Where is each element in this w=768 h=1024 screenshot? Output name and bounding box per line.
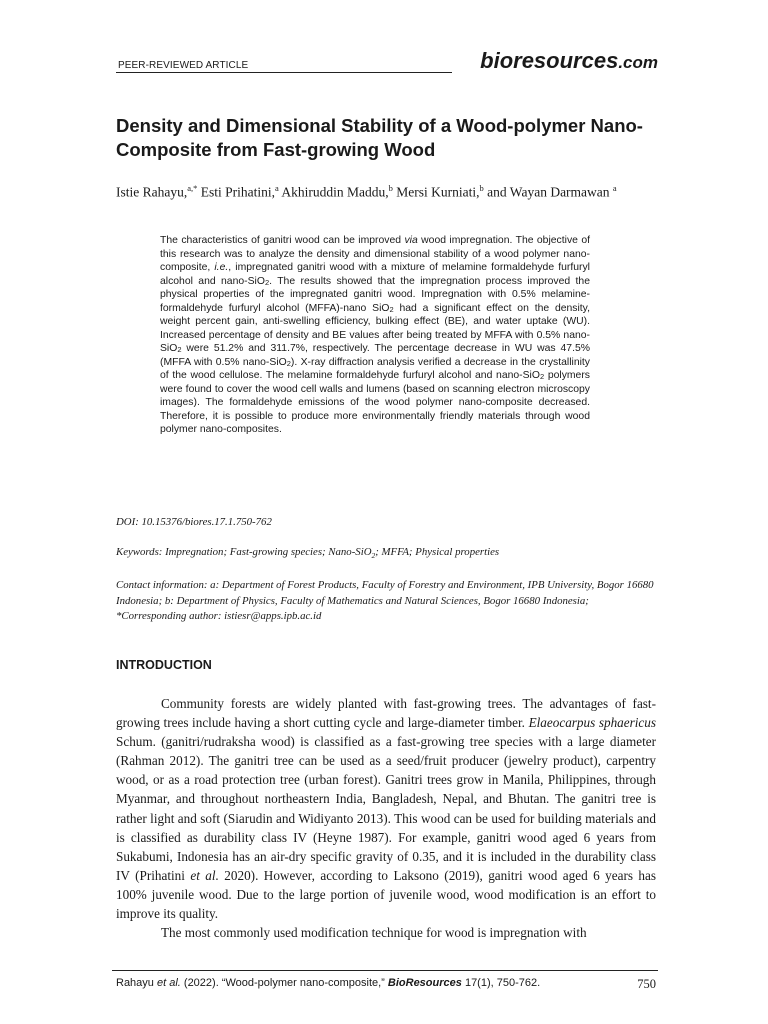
subscript: 2	[286, 358, 291, 368]
paper-title: Density and Dimensional Stability of a Wood-polymer Nano-Composite from Fast-growing Wood	[116, 115, 643, 160]
introduction-body	[116, 694, 656, 942]
abstract-text: ). X-ray diffraction analysis verified a decrease in the crystallinity of the wood cellulose. The melamine formaldehyde furfuryl alcohol and nano-SiO	[160, 356, 590, 381]
footer-text: (2022). “Wood-polymer nano-composite,”	[180, 977, 388, 989]
author-name: and Wayan Darmawan	[483, 184, 613, 200]
subscript: 2	[264, 277, 270, 287]
affiliation-mark: a,*	[187, 183, 198, 193]
author-name: Istie Rahayu,	[116, 184, 188, 200]
abstract-text: . The results showed that the impregnation process improved the physical properties of the impregnated ganitri wood. Impregnation with 0.5% melamine-formaldehyde furfuryl alcohol (MFFA)-nano SiO	[160, 275, 590, 314]
section-heading-introduction: INTRODUCTION	[116, 658, 212, 672]
footer-italic: et al.	[156, 977, 181, 989]
species-name: Elaeocarpus sphaericus	[528, 715, 656, 731]
abstract-italic: i.e.	[214, 262, 229, 273]
keywords	[116, 545, 656, 561]
abstract-text: The characteristics of ganitri wood can be improved	[160, 235, 405, 246]
affiliation-mark: a	[275, 183, 279, 193]
abstract	[160, 234, 590, 437]
affiliation-mark: a	[612, 183, 617, 193]
abstract-text: were 51.2% and 311.7%, respectively. The percentage decrease in WU was 47.5% (MFFA with 0.5% nano-SiO	[160, 343, 590, 368]
author-name: Akhiruddin Maddu,	[278, 184, 389, 200]
doi-text[interactable]: DOI: 10.15376/biores.17.1.750-762	[116, 516, 272, 528]
abstract-text: , impregnated ganitri wood with a mixture of melamine formaldehyde furfuryl alcohol and nano-SiO	[160, 262, 590, 287]
article-type-label: PEER-REVIEWED ARTICLE	[118, 60, 249, 71]
abstract-text: wood impregnation. The objective of this research was to analyze the density and dimensional stability of a wood polymer nano-composite,	[160, 235, 590, 273]
body-text: 2020). However, according to Laksono (2019), ganitri wood aged 6 years has 100% juvenile wood. Due to the large portion of juvenile wood, wood modification is an effort to improve its quality.	[116, 867, 656, 922]
running-header	[112, 46, 658, 78]
subscript: 2	[177, 345, 182, 354]
header-rule	[116, 72, 452, 73]
footer-text: 17(1), 750-762.	[461, 977, 541, 989]
abstract-text: polymers were found to cover the wood cell walls and lumens (based on scanning electron microscopy images). The formaldehyde emissions of the wood polymer nano-composite decreased. Therefore, it is possible to produce more environmentally friendly materials through wood polymer nano-composites.	[160, 370, 590, 435]
footer-text: Rahayu	[116, 977, 157, 989]
brand-tld: .com	[618, 53, 658, 72]
abstract-text: had a significant effect on the density, weight percent gain, anti-swelling efficiency, bulking effect (BE), and water uptake (WU). Increased percentage of density and BE values after being treated by MFFA with 0.5% nano-SiO	[160, 302, 590, 354]
subscript: 2	[389, 304, 394, 314]
paragraph: The most commonly used modification technique for wood is impregnation with	[161, 925, 587, 941]
abstract-italic: via	[404, 235, 418, 246]
journal-name: BioResources	[387, 977, 462, 989]
journal-logo-link[interactable]	[480, 48, 658, 74]
paragraph	[116, 694, 656, 923]
page-number: 750	[637, 977, 656, 991]
footer-rule	[112, 970, 658, 971]
contact-information: Contact information: a: Department of Forest Products, Faculty of Forestry and Environment, IPB University, Bogor 16680 Indonesia; b: Department of Physics, Faculty of Mathematics and Natural Sciences, Bogor 16680 Indonesia; *Corresponding author: istiesr@apps.ipb.ac.id	[116, 579, 654, 622]
keywords-text: ; MFFA; Physical properties	[375, 546, 500, 558]
brand-main: bioresources	[480, 48, 619, 73]
author-name: Esti Prihatini,	[197, 184, 276, 200]
keywords-text: Keywords: Impregnation; Fast-growing species; Nano-SiO	[116, 546, 372, 558]
author-list	[116, 178, 656, 203]
doi[interactable]	[116, 515, 656, 531]
body-text: Community forests are widely planted with fast-growing trees. The advantages of fast-growing trees include having a short cutting cycle and large-diameter timber.	[116, 696, 656, 731]
running-footer	[116, 977, 656, 989]
subscript: 2	[371, 551, 376, 561]
subscript: 2	[539, 372, 545, 381]
citation-italic: et al.	[190, 867, 219, 883]
body-text: Schum. (ganitri/rudraksha wood) is classified as a fast-growing tree species with a large diameter (Rahman 2012). The ganitri tree can be used as a seed/fruit producer (jewelry product), carpentry wood, or as a road protection tree (urban forest). Ganitri trees grow in Manila, Philippines, through Myanmar, and throughout northeastern India, Bangladesh, Nepal, and Bhutan. The ganitri tree is rather light and soft (Siarudin and Widiyanto 2013). This wood can be used for building materials and is classified as durability class IV (Heyne 1987). For example, ganitri wood aged 6 years from Sukabumi, Indonesia has an air-dry specific gravity of 0.35, and it is included in the durability class IV (Prihatini	[116, 734, 656, 883]
affiliation-mark: b	[479, 183, 484, 193]
affiliation-mark: b	[388, 183, 393, 193]
author-name: Mersi Kurniati,	[392, 184, 480, 200]
